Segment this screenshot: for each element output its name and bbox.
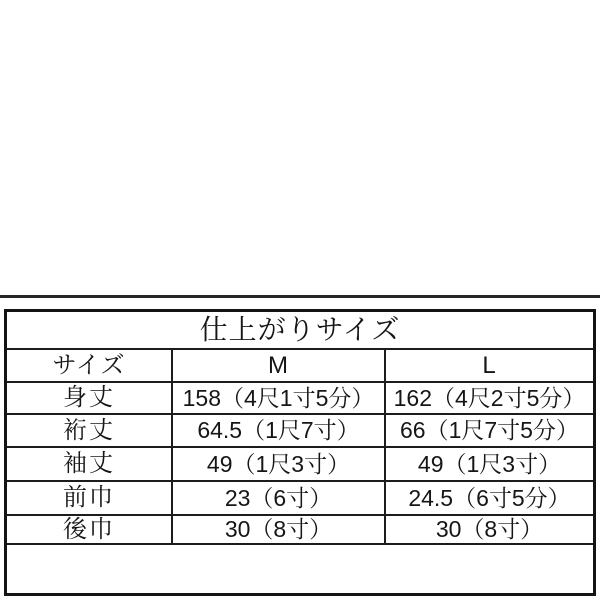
top-divider-line: [0, 295, 600, 298]
value-maehaba-m: 23（6寸）: [173, 482, 386, 516]
size-table: [4, 309, 596, 596]
row-label-maehaba: 前巾: [7, 482, 173, 516]
value-ushirohaba-m: 30（8寸）: [173, 516, 386, 545]
table-empty-footer-row: [7, 545, 593, 593]
row-label-ushirohaba: 後巾: [7, 516, 173, 545]
value-sodetake-l: 49（1尺3寸）: [386, 448, 593, 482]
value-sodetake-m: 49（1尺3寸）: [173, 448, 386, 482]
size-table-title: 仕上がりサイズ: [7, 312, 593, 350]
value-maehaba-l: 24.5（6寸5分）: [386, 482, 593, 516]
row-label-mitake: 身丈: [7, 383, 173, 415]
row-label-sodetake: 袖丈: [7, 448, 173, 482]
column-header-size: サイズ: [7, 350, 173, 383]
value-ushirohaba-l: 30（8寸）: [386, 516, 593, 545]
value-mitake-l: 162（4尺2寸5分）: [386, 383, 593, 415]
value-yukitake-l: 66（1尺7寸5分）: [386, 415, 593, 448]
value-yukitake-m: 64.5（1尺7寸）: [173, 415, 386, 448]
row-label-yukitake: 裄丈: [7, 415, 173, 448]
column-header-m: M: [173, 350, 386, 383]
value-mitake-m: 158（4尺1寸5分）: [173, 383, 386, 415]
column-header-l: L: [386, 350, 593, 383]
